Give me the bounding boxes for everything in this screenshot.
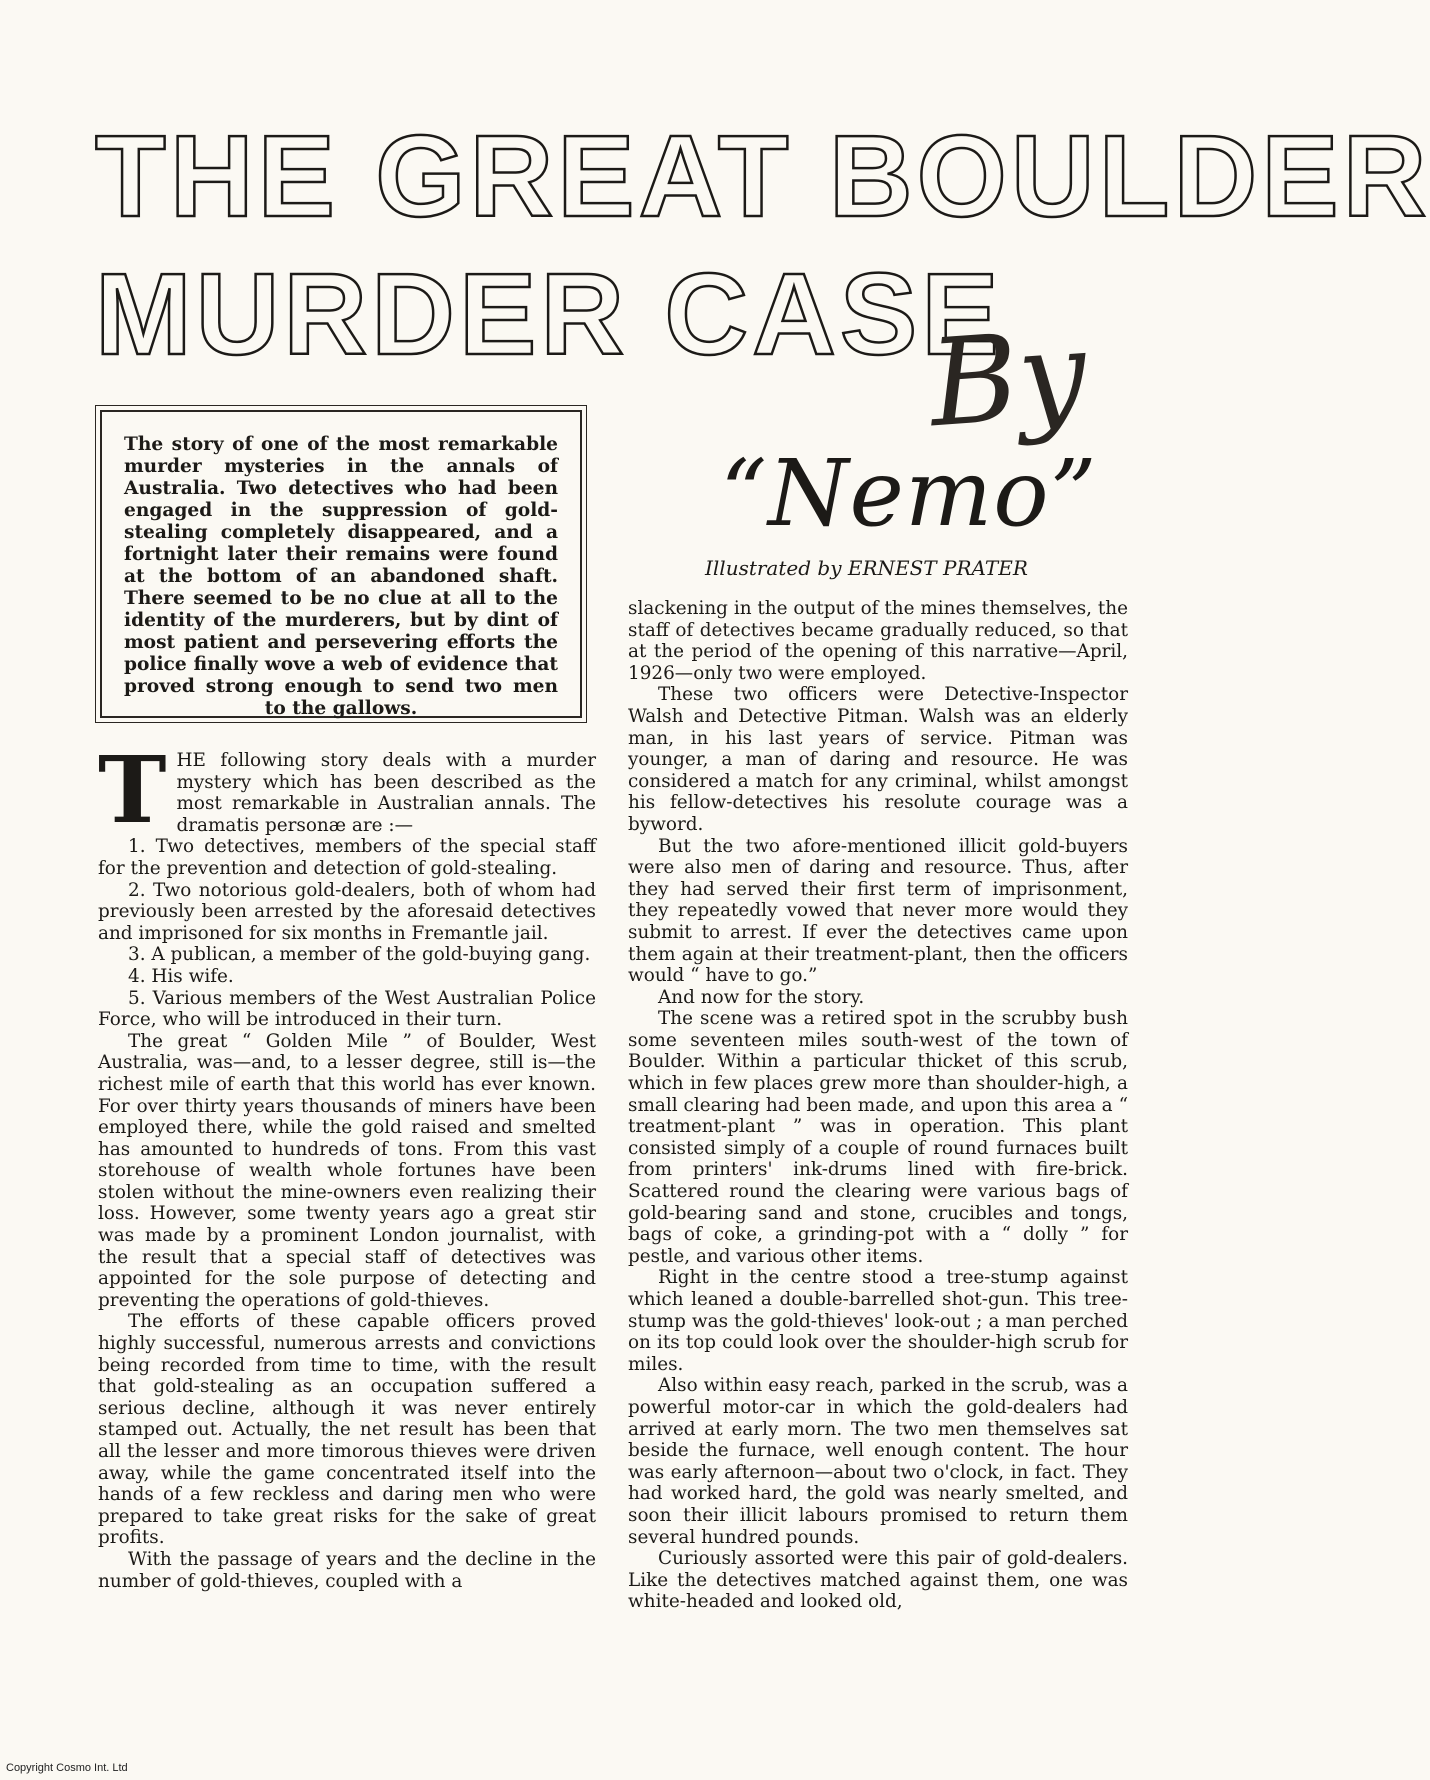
lead-text: HE following story deals with a murder mystery which has been described as the most remarkable in Australian annals. The dramatis personæ are :— xyxy=(176,750,596,836)
left-paragraph: 4. His wife. xyxy=(128,965,234,987)
summary-box xyxy=(100,410,582,718)
headline-line-1: THE GREAT BOULDER xyxy=(95,111,1430,241)
left-paragraph: With the passage of years and the decline in the number of gold-thieves, coupled with a xyxy=(98,1548,596,1592)
drop-cap: T xyxy=(98,736,167,844)
right-paragraph: Also within easy reach, parked in the scrub, was a powerful motor-car in which the gold-dealers had arrived at early morn. The two men themselves sat beside the furnace, well enough content. The hour was early afternoon—about two o'clock, in fact. They had worked hard, the gold was nearly smelted, and soon their illicit labours promised to return them several hundred pounds. xyxy=(628,1375,1128,1548)
left-paragraph: 5. Various members of the West Australian Police Force, who will be introduced in their turn. xyxy=(98,987,596,1031)
right-paragraph: But the two afore-mentioned illicit gold-buyers were also men of daring and resource. Thus, after they had served their first term of imprisonment, they repeatedly vowed that never more would they submit to arrest. If ever the detectives came upon them again at their treatment-plant, then the officers would “ have to go.” xyxy=(628,835,1128,987)
right-paragraph: Right in the centre stood a tree-stump against which leaned a double-barrelled shot-gun. This tree-stump was the gold-thieves' look-out ; a man perched on its top could look over the shoulder-high scrub for miles. xyxy=(628,1267,1128,1375)
copyright-watermark: Copyright Cosmo Int. Ltd xyxy=(6,1762,128,1774)
left-column xyxy=(98,736,596,1592)
continued-paragraph: slackening in the output of the mines themselves, the staff of detectives became gradually reduced, so that at the period of the opening of this narrative—April, 1926—only two were employed. xyxy=(628,598,1128,684)
lead-paragraph xyxy=(98,736,596,844)
right-paragraph: Curiously assorted were this pair of gold-dealers. Like the detectives matched against them, one was white-headed and looked old, xyxy=(628,1548,1128,1613)
byline-by: By xyxy=(925,304,1091,455)
author-name: “Nemo” xyxy=(720,440,1098,547)
summary-text: The story of one of the most remarkable murder mysteries in the annals of Australia. Two detectives who had been engaged in the suppression of gold-stealing completely disappeared, and a fortnight later their remains were found at the bottom of an abandoned shaft. There seemed to be no clue at all to the identity of the murderers, but by dint of most patient and persevering efforts the police finally wove a web of evidence that proved strong enough to send two men to the gallows. xyxy=(124,434,558,719)
left-paragraph: The efforts of these capable officers proved highly successful, numerous arrests and convictions being recorded from time to time, with the result that gold-stealing as an occupation suffered a serious decline, although it was never entirely stamped out. Actually, the net result has been that all the lesser and more timorous thieves were driven away, while the game concentrated itself into the hands of a few reckless and daring men who were prepared to take great risks for the sake of great profits. xyxy=(98,1311,596,1549)
left-paragraph: 2. Two notorious gold-dealers, both of whom had previously been arrested by the aforesaid detectives and imprisoned for six months in Fremantle jail. xyxy=(98,879,596,944)
headline-line-2: MURDER CASE xyxy=(95,249,1003,379)
right-column xyxy=(628,598,1128,1613)
left-paragraph: The great “ Golden Mile ” of Boulder, West Australia, was—and, to a lesser degree, still is—the richest mile of earth that this world has ever known. For over thirty years thousands of miners have been employed there, while the gold raised and smelted has amounted to hundreds of tons. From this vast storehouse of wealth whole fortunes have been stolen without the mine-owners even realizing their loss. However, some twenty years ago a great stir was made by a prominent London journalist, with the result that a special staff of detectives was appointed for the sole purpose of detecting and preventing the operations of gold-thieves. xyxy=(98,1030,596,1311)
left-paragraph: 3. A publican, a member of the gold-buying gang. xyxy=(128,944,591,966)
right-paragraph: These two officers were Detective-Inspector Walsh and Detective Pitman. Walsh was an elderly man, in his last years of service. Pitman was younger, a man of daring and resource. He was considered a match for any criminal, whilst amongst his fellow-detectives his resolute courage was a byword. xyxy=(628,684,1128,835)
left-paragraph: 1. Two detectives, members of the special staff for the prevention and detection of gold-stealing. xyxy=(98,836,596,879)
right-paragraph: And now for the story. xyxy=(658,986,865,1008)
illustrator-credit: Illustrated by ERNEST PRATER xyxy=(705,556,1028,580)
right-paragraph: The scene was a retired spot in the scrubby bush some seventeen miles south-west of the town of Boulder. Within a particular thicket of this scrub, which in few places grew more than shoulder-high, a small clearing had been made, and upon this area a “ treatment-plant ” was in operation. This plant consisted simply of a couple of round furnaces built from printers' ink-drums lined with fire-brick. Scattered round the clearing were various bags of gold-bearing sand and stone, crucibles and tongs, bags of coke, a grinding-pot with a “ dolly ” for pestle, and various other items. xyxy=(628,1008,1128,1267)
